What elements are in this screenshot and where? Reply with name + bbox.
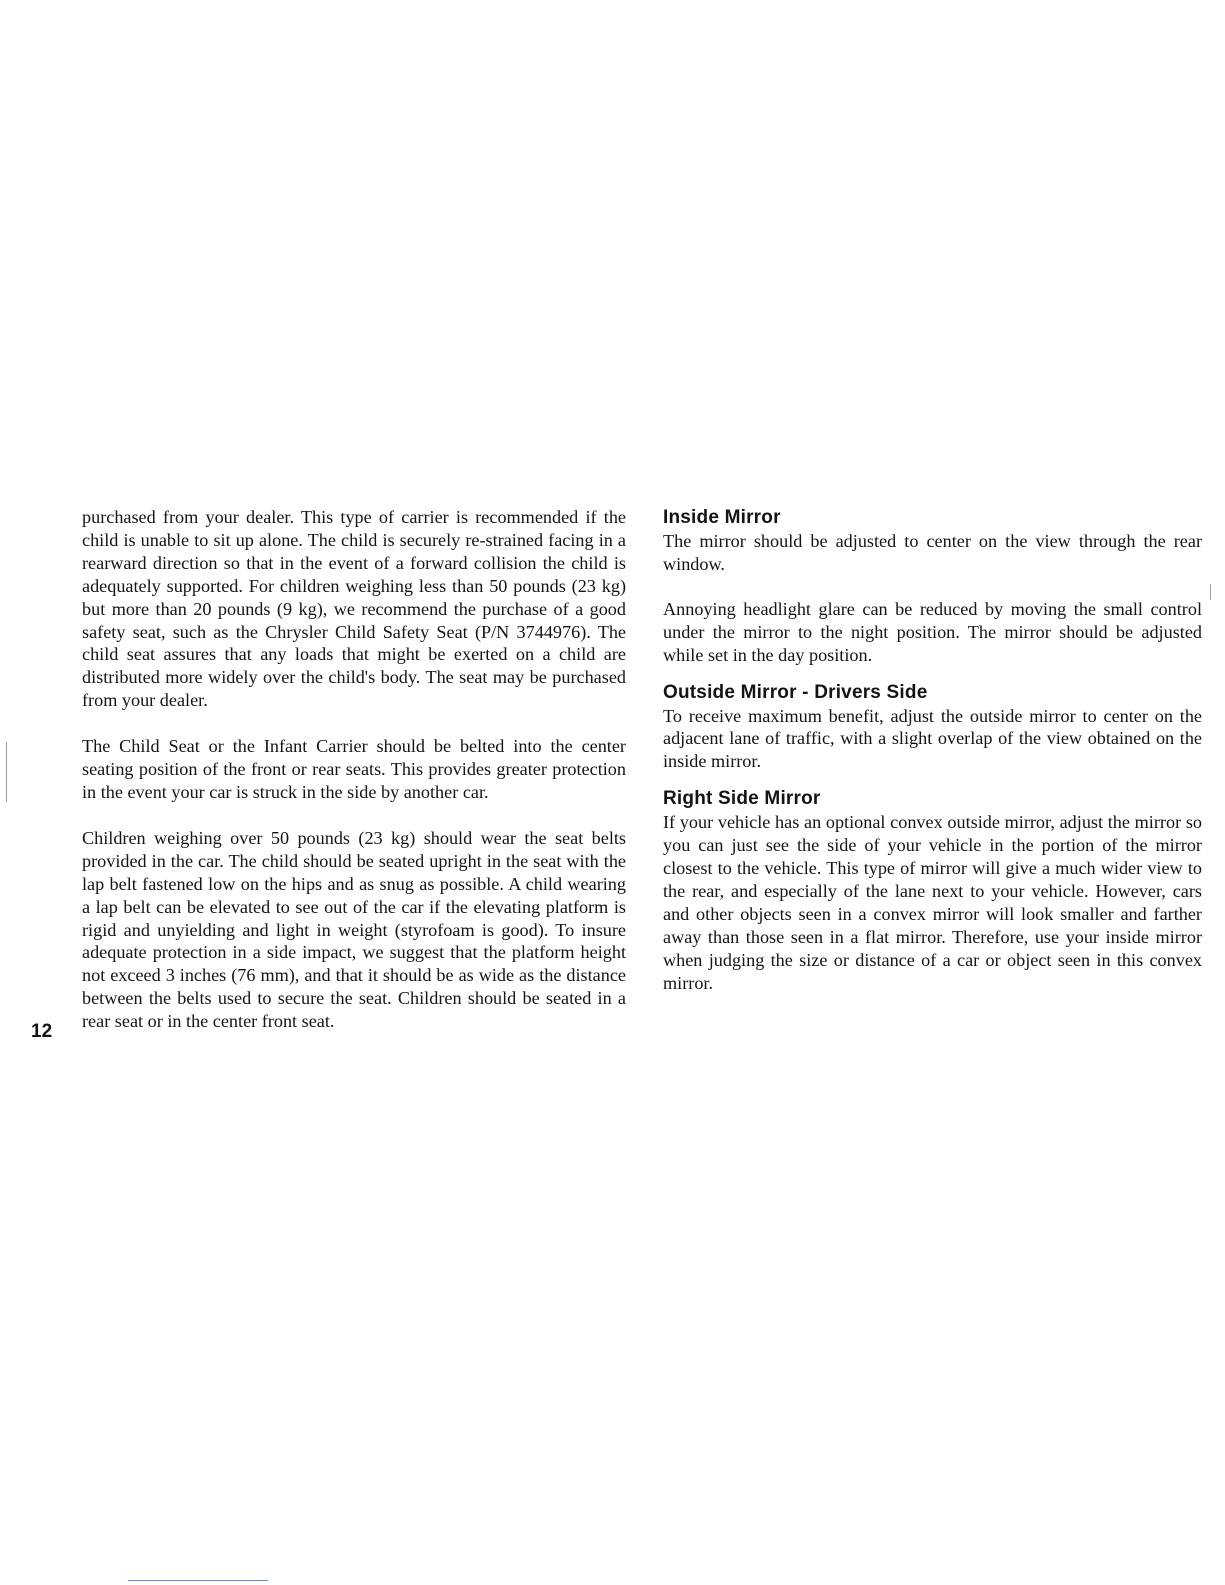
paragraph-inside-mirror-adjust: The mirror should be adjusted to center on the view through the rear window. [663,531,1202,574]
left-column [82,506,626,1033]
paragraph-inside-mirror-glare: Annoying headlight glare can be reduced by moving the small control under the mirror to the night position. The mirror should be adjusted while set in the day position. [663,598,1202,665]
paragraph-outside-mirror: To receive maximum benefit, adjust the outside mirror to center on the adjacent lane of traffic, with a slight overlap of the view obtained on the inside mirror. [663,705,1202,772]
paragraph-right-side-mirror: If your vehicle has an optional convex outside mirror, adjust the mirror so you can just see the side of your vehicle in the portion of the mirror closest to the vehicle. This type of mirror will give a much wider view to the rear, and especially of the lane next to your vehicle. However, cars and other objects seen in a convex mirror will look smaller and farther away than those seen in a flat mirror. Therefore, use your inside mirror when judging the size or distance of a car or object seen in this convex mirror. [663,812,1202,993]
bottom-scan-line [128,1580,268,1581]
heading-inside-mirror: Inside Mirror [663,507,781,528]
paragraph-seat-position: The Child Seat or the Infant Carrier should be belted into the center seating position of the front or rear seats. This provides greater protection in the event your car is struck in the side by another car. [82,736,626,802]
section-inside-mirror [663,506,1202,667]
paragraph-infant-carrier: purchased from your dealer. This type of carrier is recommended if the child is unable to sit up alone. The child is securely re-strained facing in a rearward direction so that in the event of a forward collision the child is adequately supported. For children weighing less than 50 pounds (23 kg) but more than 20 pounds (9 kg), we recommend the purchase of a good safety seat, such as the Chrysler Child Safety Seat (P/N 3744976). The child seat assures that any loads that might be exerted on a child are distributed more widely over the child's body. The seat may be purchased from your dealer. [82,507,626,711]
paragraph-older-children: Children weighing over 50 pounds (23 kg) should wear the seat belts provided in the car. The child should be seated upright in the seat with the lap belt fastened low on the hips and as snug as possible. A child wearing a lap belt can be elevated to see out of the car if the elevating platform is rigid and unyielding and light in weight (styrofoam is good). To insure adequate protection in a side impact, we suggest that the platform height not exceed 3 inches (76 mm), and that it should be as wide as the distance between the belts used to secure the seat. Children should be seated in a rear seat or in the center front seat. [82,827,626,1032]
heading-right-side-mirror: Right Side Mirror [663,788,821,810]
section-right-side-mirror [663,787,1202,994]
heading-outside-mirror-drivers-side: Outside Mirror - Drivers Side [663,681,928,703]
section-outside-mirror-drivers-side [663,681,1202,774]
page-number: 12 [31,1021,53,1042]
right-column [663,506,1202,995]
right-margin-scan-mark [1210,584,1211,600]
left-margin-scan-mark [6,742,7,802]
